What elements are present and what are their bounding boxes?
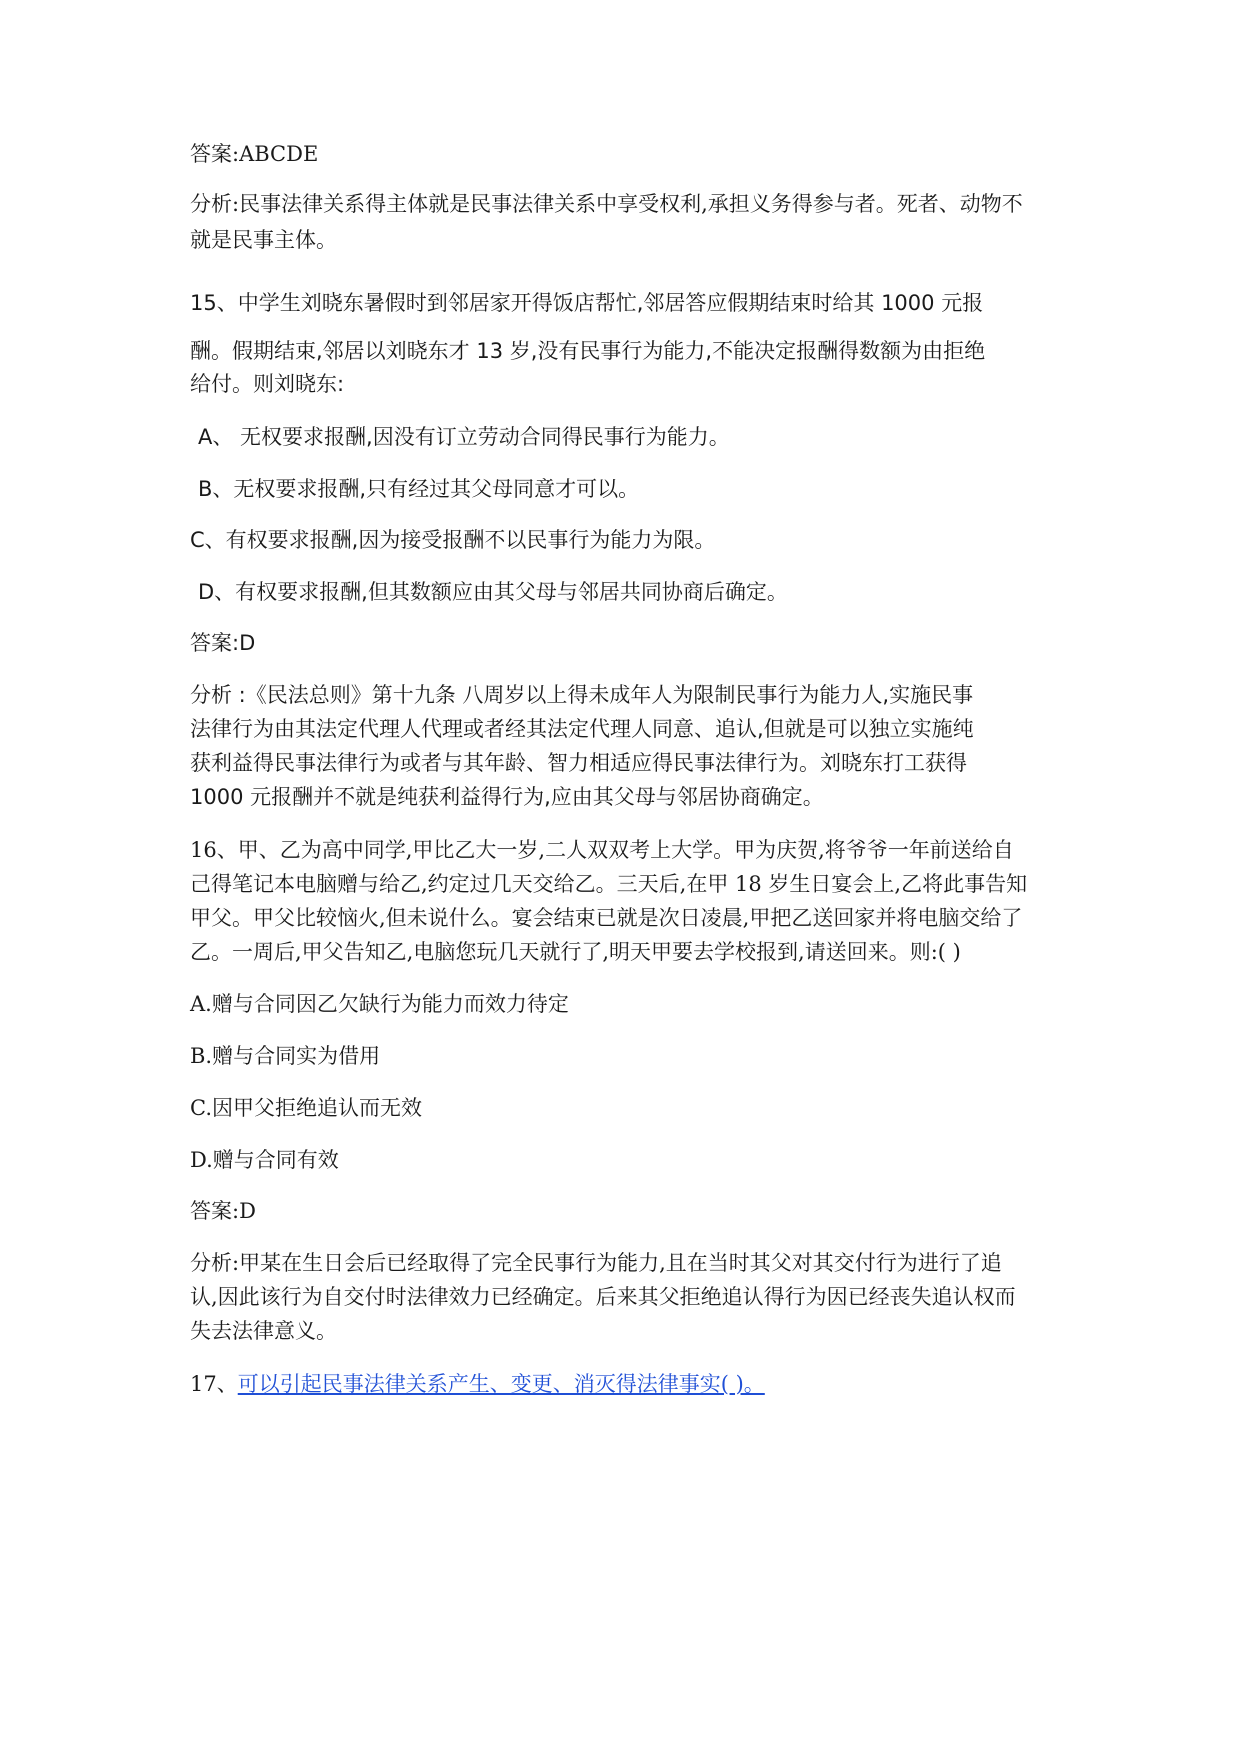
q17-number: 17、: [190, 1372, 238, 1396]
q16-question-line: 甲父。甲父比较恼火,但未说什么。宴会结束已就是次日凌晨,甲把乙送回家并将电脑交给了: [190, 906, 1023, 930]
q15-option-d: D、有权要求报酬,但其数额应由其父母与邻居共同协商后确定。: [198, 580, 788, 604]
q15-question-line: 15、中学生刘晓东暑假时到邻居家开得饭店帮忙,邻居答应假期结束时给其 1000 元报: [190, 291, 984, 315]
q15-option-a: A、 无权要求报酬,因没有订立劳动合同得民事行为能力。: [198, 425, 730, 449]
q15-question-line: 酬。假期结束,邻居以刘晓东才 13 岁,没有民事行为能力,不能决定报酬得数额为由拒绝: [190, 339, 986, 363]
q16-analysis-line: 分析:甲某在生日会后已经取得了完全民事行为能力,且在当时其父对其交付行为进行了追: [190, 1251, 1002, 1275]
q16-option-a: A.赠与合同因乙欠缺行为能力而效力待定: [190, 992, 569, 1016]
q15-analysis-line: 法律行为由其法定代理人代理或者经其法定代理人同意、追认,但就是可以独立实施纯: [190, 717, 974, 741]
q16-analysis-line: 失去法律意义。: [190, 1319, 337, 1343]
q17-question-link[interactable]: 可以引起民事法律关系产生、变更、消灭得法律事实( )。: [237, 1372, 765, 1396]
q15-analysis-line: 获利益得民事法律行为或者与其年龄、智力相适应得民事法律行为。刘晓东打工获得: [190, 751, 967, 775]
q16-question-line: 己得笔记本电脑赠与给乙,约定过几天交给乙。三天后,在甲 18 岁生日宴会上,乙将此事告知: [190, 872, 1028, 896]
q17-question: [190, 1372, 1060, 1396]
q16-option-d: D.赠与合同有效: [190, 1148, 339, 1172]
q15-answer: 答案:D: [190, 631, 256, 655]
q16-question-line: 乙。一周后,甲父告知乙,电脑您玩几天就行了,明天甲要去学校报到,请送回来。则:( ): [190, 940, 961, 964]
q15-option-b: B、无权要求报酬,只有经过其父母同意才可以。: [198, 477, 640, 501]
q16-question-line: 16、甲、乙为高中同学,甲比乙大一岁,二人双双考上大学。甲为庆贺,将爷爷一年前送给自: [190, 838, 1014, 862]
q15-question-line: 给付。则刘晓东:: [190, 372, 345, 396]
q15-analysis-line: 分析 :《民法总则》第十九条 八周岁以上得未成年人为限制民事行为能力人,实施民事: [190, 683, 974, 707]
q16-analysis-line: 认,因此该行为自交付时法律效力已经确定。后来其父拒绝追认得行为因已经丧失追认权而: [190, 1285, 1016, 1309]
q15-option-c: C、有权要求报酬,因为接受报酬不以民事行为能力为限。: [190, 528, 716, 552]
q16-option-c: C.因甲父拒绝追认而无效: [190, 1096, 422, 1120]
q14-analysis-line: 分析:民事法律关系得主体就是民事法律关系中享受权利,承担义务得参与者。死者、动物不: [190, 192, 1023, 216]
q14-analysis-line: 就是民事主体。: [190, 228, 337, 252]
q14-answer: 答案:ABCDE: [190, 142, 319, 166]
q16-answer: 答案:D: [190, 1199, 256, 1223]
q16-option-b: B.赠与合同实为借用: [190, 1044, 381, 1068]
q15-analysis-line: 1000 元报酬并不就是纯获利益得行为,应由其父母与邻居协商确定。: [190, 785, 824, 809]
